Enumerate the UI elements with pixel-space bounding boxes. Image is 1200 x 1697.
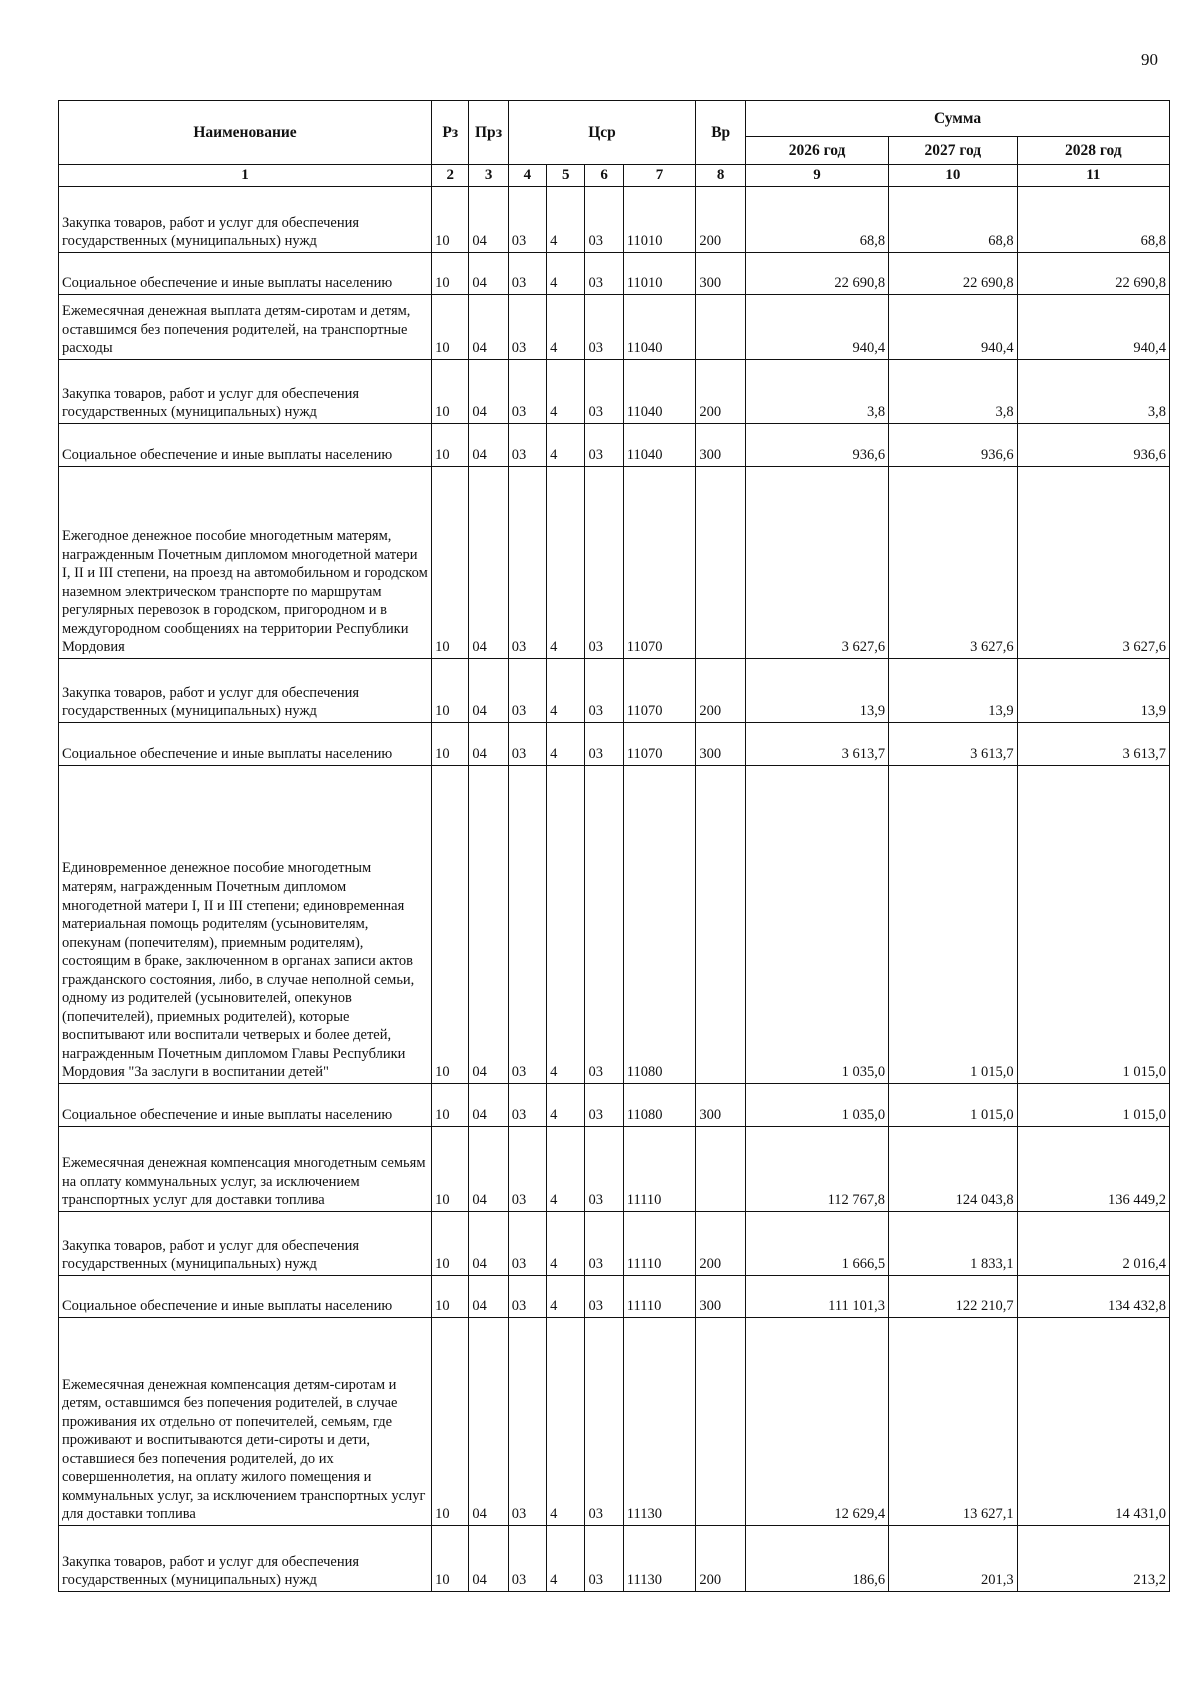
row-name: Социальное обеспечение и иные выплаты населению: [59, 723, 432, 766]
row-csr-3: 03: [585, 295, 623, 360]
table-row: [59, 766, 1170, 1084]
row-csr-2: 4: [547, 187, 585, 253]
row-name: Единовременное денежное пособие многодетным матерям, награжденным Почетным дипломом многодетной матери I, II и III степени; единовременная материальная помощь родителям (усыновителям, опекунам (попечителям), приемным родителям), состоящим в браке, заключенном в органах записи актов гражданского состояния, либо, в случае неполной семьи, одному из родителей (усыновителей, опекунов (попечителей), приемных родителей), которые воспитывают или воспитали четверых и более детей, награжденным Почетным дипломом Главы Республики Мордовия "За заслуги в воспитании детей": [59, 766, 432, 1084]
row-sum-2028: 134 432,8: [1017, 1276, 1169, 1318]
column-number: 5: [547, 165, 585, 187]
row-rz: 10: [432, 1127, 469, 1212]
row-sum-2028: 13,9: [1017, 659, 1169, 723]
table-body: [59, 187, 1170, 1592]
row-csr-2: 4: [547, 424, 585, 467]
page-number: 90: [1141, 50, 1158, 69]
row-sum-2026: 186,6: [746, 1526, 889, 1592]
header-vr: Вр: [696, 101, 746, 165]
row-vr: 200: [696, 1526, 746, 1592]
row-csr-2: 4: [547, 1127, 585, 1212]
column-number: 6: [585, 165, 623, 187]
header-csr: Цср: [508, 101, 696, 165]
row-sum-2026: 111 101,3: [746, 1276, 889, 1318]
table-row: [59, 1276, 1170, 1318]
row-csr-4: 11110: [623, 1212, 696, 1276]
header-sum: Сумма: [746, 101, 1170, 137]
row-csr-4: 11040: [623, 424, 696, 467]
column-number: 4: [508, 165, 546, 187]
row-sum-2027: 936,6: [889, 424, 1018, 467]
row-csr-2: 4: [547, 253, 585, 295]
column-number: 7: [623, 165, 696, 187]
row-name: Ежемесячная денежная компенсация многодетным семьям на оплату коммунальных услуг, за исключением транспортных услуг для доставки топлива: [59, 1127, 432, 1212]
row-csr-1: 03: [508, 1127, 546, 1212]
header-prz: Прз: [469, 101, 508, 165]
row-prz: 04: [469, 1276, 508, 1318]
row-prz: 04: [469, 1212, 508, 1276]
table-row: [59, 1127, 1170, 1212]
row-name: Закупка товаров, работ и услуг для обеспечения государственных (муниципальных) нужд: [59, 659, 432, 723]
row-csr-2: 4: [547, 1526, 585, 1592]
row-sum-2026: 68,8: [746, 187, 889, 253]
row-name: Закупка товаров, работ и услуг для обеспечения государственных (муниципальных) нужд: [59, 360, 432, 424]
row-csr-1: 03: [508, 187, 546, 253]
row-csr-2: 4: [547, 467, 585, 659]
row-csr-3: 03: [585, 1127, 623, 1212]
row-csr-4: 11110: [623, 1276, 696, 1318]
row-rz: 10: [432, 360, 469, 424]
row-sum-2026: 22 690,8: [746, 253, 889, 295]
row-csr-3: 03: [585, 187, 623, 253]
table-row: [59, 424, 1170, 467]
row-csr-1: 03: [508, 723, 546, 766]
row-name: Ежемесячная денежная компенсация детям-сиротам и детям, оставшимся без попечения родителей, в случае проживания их отдельно от попечителей, семьям, где проживают и воспитываются дети-сироты и дети, оставшиеся без попечения родителей, до их совершеннолетия, на оплату жилого помещения и коммунальных услуг, за исключением транспортных услуг для доставки топлива: [59, 1318, 432, 1526]
row-csr-1: 03: [508, 1318, 546, 1526]
table-row: [59, 659, 1170, 723]
row-csr-3: 03: [585, 1084, 623, 1127]
row-csr-3: 03: [585, 253, 623, 295]
row-name: Ежемесячная денежная выплата детям-сиротам и детям, оставшимся без попечения родителей, на транспортные расходы: [59, 295, 432, 360]
row-csr-1: 03: [508, 659, 546, 723]
table-row: [59, 253, 1170, 295]
budget-table: [58, 100, 1170, 1592]
row-rz: 10: [432, 295, 469, 360]
table-row: [59, 360, 1170, 424]
row-sum-2028: 2 016,4: [1017, 1212, 1169, 1276]
row-sum-2027: 3 627,6: [889, 467, 1018, 659]
row-csr-2: 4: [547, 1318, 585, 1526]
row-csr-4: 11080: [623, 1084, 696, 1127]
row-rz: 10: [432, 1526, 469, 1592]
row-rz: 10: [432, 766, 469, 1084]
row-prz: 04: [469, 360, 508, 424]
row-csr-3: 03: [585, 766, 623, 1084]
row-csr-3: 03: [585, 1526, 623, 1592]
row-sum-2027: 13,9: [889, 659, 1018, 723]
row-csr-2: 4: [547, 723, 585, 766]
row-sum-2028: 1 015,0: [1017, 1084, 1169, 1127]
row-sum-2026: 1 035,0: [746, 1084, 889, 1127]
row-rz: 10: [432, 1276, 469, 1318]
table-row: [59, 1212, 1170, 1276]
row-vr: [696, 467, 746, 659]
row-vr: 300: [696, 1084, 746, 1127]
row-sum-2027: 122 210,7: [889, 1276, 1018, 1318]
row-vr: 200: [696, 360, 746, 424]
row-sum-2028: 936,6: [1017, 424, 1169, 467]
row-name: Закупка товаров, работ и услуг для обеспечения государственных (муниципальных) нужд: [59, 187, 432, 253]
header-year-2026: 2026 год: [746, 137, 889, 165]
row-csr-2: 4: [547, 766, 585, 1084]
row-csr-3: 03: [585, 1318, 623, 1526]
row-csr-3: 03: [585, 424, 623, 467]
header-name: Наименование: [59, 101, 432, 165]
row-rz: 10: [432, 1084, 469, 1127]
row-csr-1: 03: [508, 766, 546, 1084]
row-sum-2027: 1 015,0: [889, 766, 1018, 1084]
row-sum-2026: 936,6: [746, 424, 889, 467]
row-rz: 10: [432, 467, 469, 659]
row-csr-4: 11040: [623, 295, 696, 360]
column-number: 11: [1017, 165, 1169, 187]
table-row: [59, 295, 1170, 360]
row-prz: 04: [469, 1127, 508, 1212]
row-csr-2: 4: [547, 1276, 585, 1318]
row-prz: 04: [469, 187, 508, 253]
row-csr-3: 03: [585, 659, 623, 723]
row-csr-2: 4: [547, 295, 585, 360]
row-sum-2027: 13 627,1: [889, 1318, 1018, 1526]
row-vr: 300: [696, 253, 746, 295]
row-csr-1: 03: [508, 424, 546, 467]
row-csr-4: 11040: [623, 360, 696, 424]
table-row: [59, 1084, 1170, 1127]
table-row: [59, 467, 1170, 659]
row-sum-2028: 136 449,2: [1017, 1127, 1169, 1212]
row-csr-4: 11010: [623, 187, 696, 253]
row-vr: 300: [696, 723, 746, 766]
column-number: 1: [59, 165, 432, 187]
row-csr-3: 03: [585, 1212, 623, 1276]
row-csr-2: 4: [547, 1084, 585, 1127]
row-sum-2026: 112 767,8: [746, 1127, 889, 1212]
header-rz: Рз: [432, 101, 469, 165]
row-csr-3: 03: [585, 467, 623, 659]
row-csr-2: 4: [547, 1212, 585, 1276]
row-csr-3: 03: [585, 723, 623, 766]
row-csr-1: 03: [508, 1276, 546, 1318]
row-sum-2026: 13,9: [746, 659, 889, 723]
row-sum-2026: 1 666,5: [746, 1212, 889, 1276]
row-name: Социальное обеспечение и иные выплаты населению: [59, 253, 432, 295]
row-csr-4: 11130: [623, 1526, 696, 1592]
row-sum-2028: 940,4: [1017, 295, 1169, 360]
column-number-row: [59, 165, 1170, 187]
column-number: 2: [432, 165, 469, 187]
row-sum-2026: 3 613,7: [746, 723, 889, 766]
table-row: [59, 1318, 1170, 1526]
row-sum-2028: 68,8: [1017, 187, 1169, 253]
row-sum-2027: 940,4: [889, 295, 1018, 360]
row-prz: 04: [469, 295, 508, 360]
row-vr: [696, 1318, 746, 1526]
row-csr-1: 03: [508, 295, 546, 360]
row-rz: 10: [432, 723, 469, 766]
row-rz: 10: [432, 1318, 469, 1526]
column-number: 10: [889, 165, 1018, 187]
column-number: 3: [469, 165, 508, 187]
row-sum-2027: 201,3: [889, 1526, 1018, 1592]
row-rz: 10: [432, 424, 469, 467]
row-prz: 04: [469, 1084, 508, 1127]
row-vr: [696, 766, 746, 1084]
header-year-2027: 2027 год: [889, 137, 1018, 165]
row-rz: 10: [432, 659, 469, 723]
row-prz: 04: [469, 253, 508, 295]
row-vr: 200: [696, 1212, 746, 1276]
row-vr: 300: [696, 424, 746, 467]
row-csr-4: 11070: [623, 659, 696, 723]
row-sum-2028: 213,2: [1017, 1526, 1169, 1592]
table-row: [59, 723, 1170, 766]
row-vr: 200: [696, 187, 746, 253]
row-sum-2026: 3,8: [746, 360, 889, 424]
row-csr-2: 4: [547, 360, 585, 424]
row-csr-3: 03: [585, 360, 623, 424]
row-sum-2027: 22 690,8: [889, 253, 1018, 295]
row-sum-2026: 940,4: [746, 295, 889, 360]
row-name: Социальное обеспечение и иные выплаты населению: [59, 1276, 432, 1318]
row-csr-2: 4: [547, 659, 585, 723]
row-csr-3: 03: [585, 1276, 623, 1318]
row-csr-4: 11130: [623, 1318, 696, 1526]
row-csr-4: 11070: [623, 723, 696, 766]
column-number: 8: [696, 165, 746, 187]
row-vr: [696, 1127, 746, 1212]
row-prz: 04: [469, 659, 508, 723]
table-row: [59, 187, 1170, 253]
row-sum-2026: 3 627,6: [746, 467, 889, 659]
row-csr-1: 03: [508, 1526, 546, 1592]
row-vr: 300: [696, 1276, 746, 1318]
row-csr-4: 11080: [623, 766, 696, 1084]
row-sum-2026: 12 629,4: [746, 1318, 889, 1526]
row-sum-2027: 3 613,7: [889, 723, 1018, 766]
row-prz: 04: [469, 424, 508, 467]
row-sum-2027: 1 015,0: [889, 1084, 1018, 1127]
row-sum-2027: 1 833,1: [889, 1212, 1018, 1276]
table-row: [59, 1526, 1170, 1592]
row-csr-1: 03: [508, 467, 546, 659]
row-prz: 04: [469, 467, 508, 659]
row-rz: 10: [432, 1212, 469, 1276]
row-csr-1: 03: [508, 1084, 546, 1127]
row-prz: 04: [469, 1526, 508, 1592]
row-sum-2027: 3,8: [889, 360, 1018, 424]
row-sum-2028: 3,8: [1017, 360, 1169, 424]
table-header: [59, 101, 1170, 187]
row-csr-1: 03: [508, 253, 546, 295]
row-sum-2026: 1 035,0: [746, 766, 889, 1084]
row-sum-2028: 3 627,6: [1017, 467, 1169, 659]
row-name: Ежегодное денежное пособие многодетным матерям, награжденным Почетным дипломом многодетной матери I, II и III степени, на проезд на автомобильном и городском наземном электрическом транспорте по маршрутам регулярных перевозок в городском, пригородном и в междугородном сообщениях на территории Республики Мордовия: [59, 467, 432, 659]
row-prz: 04: [469, 723, 508, 766]
row-name: Закупка товаров, работ и услуг для обеспечения государственных (муниципальных) нужд: [59, 1526, 432, 1592]
row-csr-1: 03: [508, 1212, 546, 1276]
row-csr-4: 11070: [623, 467, 696, 659]
row-sum-2028: 3 613,7: [1017, 723, 1169, 766]
row-prz: 04: [469, 766, 508, 1084]
row-rz: 10: [432, 187, 469, 253]
row-rz: 10: [432, 253, 469, 295]
column-number: 9: [746, 165, 889, 187]
row-csr-4: 11010: [623, 253, 696, 295]
row-sum-2027: 68,8: [889, 187, 1018, 253]
row-sum-2028: 1 015,0: [1017, 766, 1169, 1084]
row-sum-2028: 14 431,0: [1017, 1318, 1169, 1526]
header-year-2028: 2028 год: [1017, 137, 1169, 165]
row-name: Социальное обеспечение и иные выплаты населению: [59, 1084, 432, 1127]
row-sum-2027: 124 043,8: [889, 1127, 1018, 1212]
row-csr-1: 03: [508, 360, 546, 424]
row-vr: [696, 295, 746, 360]
row-vr: 200: [696, 659, 746, 723]
row-sum-2028: 22 690,8: [1017, 253, 1169, 295]
row-csr-4: 11110: [623, 1127, 696, 1212]
row-name: Закупка товаров, работ и услуг для обеспечения государственных (муниципальных) нужд: [59, 1212, 432, 1276]
row-prz: 04: [469, 1318, 508, 1526]
row-name: Социальное обеспечение и иные выплаты населению: [59, 424, 432, 467]
